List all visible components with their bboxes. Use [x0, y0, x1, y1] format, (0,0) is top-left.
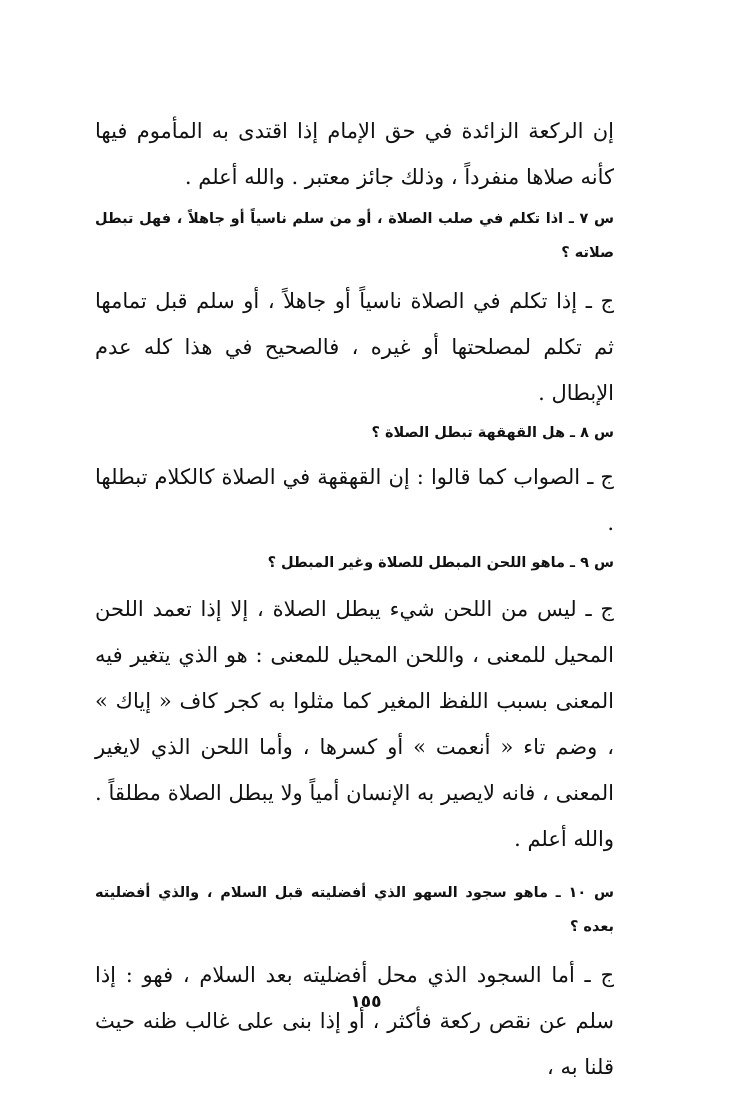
question-8: س ٨ ـ هل القهقهة تبطل الصلاة ؟	[371, 425, 614, 441]
page-number: ١٥٥	[350, 992, 382, 1012]
answer-9: ج ـ ليس من اللحن شيء يبطل الصلاة ، إلا إذا تعمد اللحن المحيل للمعنى ، واللحن المحيل للمعنى : هو الذي يتغير فيه المعنى بسبب اللفظ المغير كما مثلوا به كجر كاف « إياك » ، وضم تاء « أنعمت » أو كسرها ، وأما اللحن الذي لايغير المعنى ، فانه لايصير به الإنسان أمياً ولا يبطل الصلاة مطلقاً . والله أعلم .	[95, 597, 614, 851]
question-7: س ٧ ـ اذا تكلم في صلب الصلاة ، أو من سلم ناسياً أو جاهلاً ، فهل تبطل صلاته ؟	[95, 211, 614, 261]
page-text	[95, 108, 614, 1090]
question-9: س ٩ ـ ماهو اللحن المبطل للصلاة وغير المبطل ؟	[267, 555, 614, 571]
answer-7: ج ـ إذا تكلم في الصلاة ناسياً أو جاهلاً ، أو سلم قبل تمامها ثم تكلم لمصلحتها أو غيره ، فالصحيح في هذا كله عدم الإبطال .	[95, 289, 614, 405]
question-10: س ١٠ ـ ماهو سجود السهو الذي أفضليته قبل السلام ، والذي أفضليته بعده ؟	[95, 885, 614, 935]
answer-continuation-paragraph: إن الركعة الزائدة في حق الإمام إذا اقتدى به المأموم فيها كأنه صلاها منفرداً ، وذلك جائز معتبر . والله أعلم .	[95, 119, 614, 189]
answer-10: ج ـ أما السجود الذي محل أفضليته بعد السلام ، فهو : إذا سلم عن نقص ركعة فأكثر ، أو إذا بنى على غالب ظنه حيث قلنا به ،	[95, 963, 614, 1079]
answer-8: ج ـ الصواب كما قالوا : إن القهقهة في الصلاة كالكلام تبطلها .	[95, 465, 614, 535]
